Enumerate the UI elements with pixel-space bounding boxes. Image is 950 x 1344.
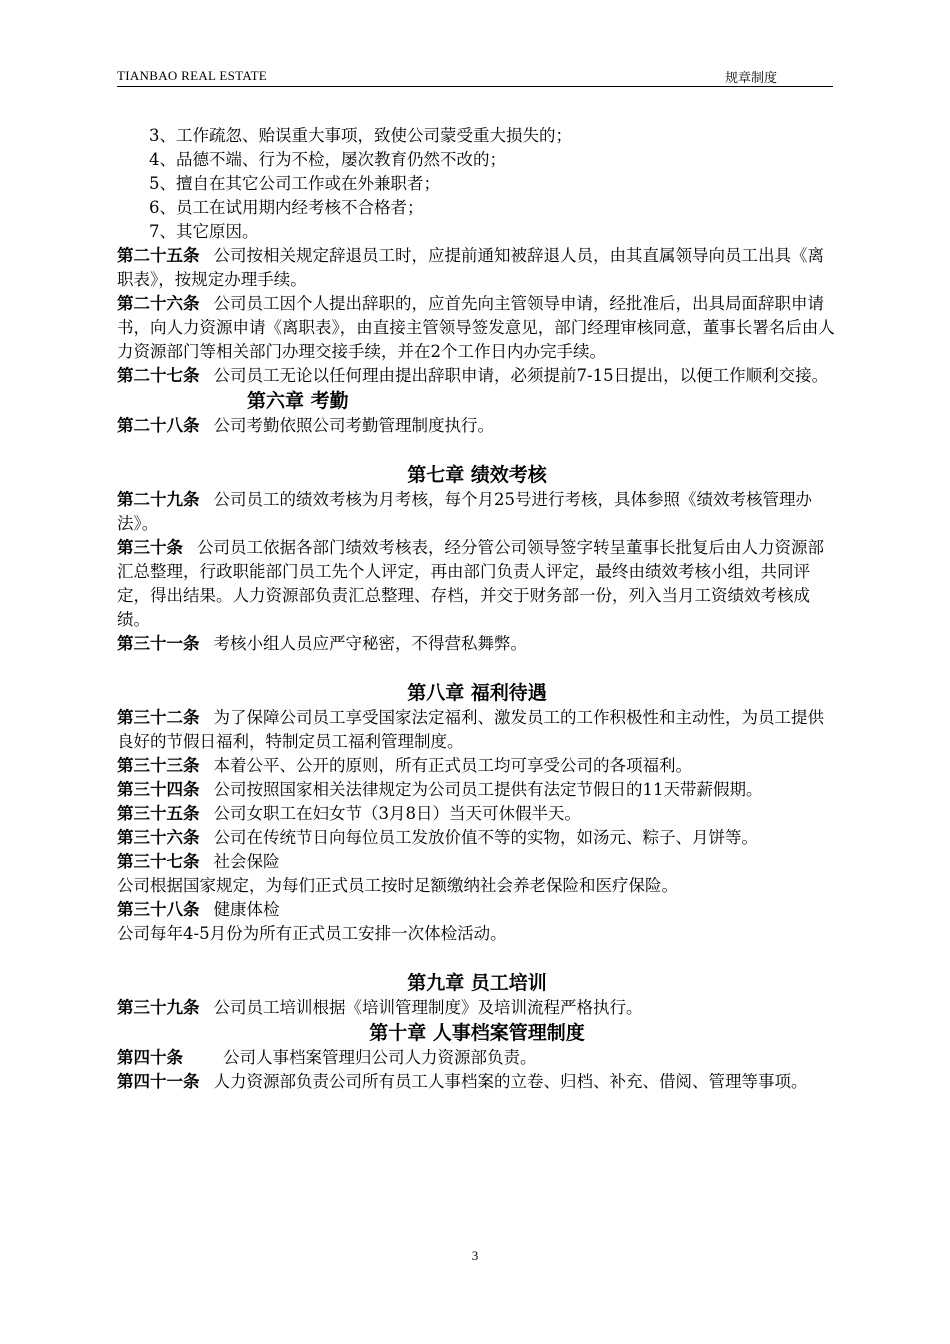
- chapter-8-title: 第八章 福利待遇: [407, 682, 547, 704]
- article-36: [117, 826, 837, 850]
- article-39: [117, 996, 837, 1020]
- article-text: 健康体检: [213, 900, 280, 919]
- spacer: [117, 438, 837, 462]
- article-label: 第三十九条: [117, 998, 200, 1017]
- article-label: 第三十一条: [117, 634, 200, 653]
- article-text: 本着公平、公开的原则，所有正式员工均可享受公司的各项福利。: [213, 756, 692, 775]
- article-label: 第二十五条: [117, 246, 200, 265]
- article-label: 第三十八条: [117, 900, 200, 919]
- article-label: 第二十八条: [117, 416, 200, 435]
- list-item: 7、其它原因。: [149, 222, 259, 241]
- document-body: [117, 124, 837, 1094]
- article-text: 社会保险: [213, 852, 280, 871]
- spacer: [117, 656, 837, 680]
- article-37: [117, 850, 837, 874]
- article-32: [117, 706, 837, 754]
- article-37-body: 公司根据国家规定，为每们正式员工按时足额缴纳社会养老保险和医疗保险。: [117, 876, 678, 895]
- article-text: 公司员工依据各部门绩效考核表，经分管公司领导签字转呈董事长批复后由人力资源部汇总整理，行政职能部门员工先个人评定，再由部门负责人评定，最终由绩效考核小组，共同评定，得出结果。人力资源部负责汇总整理、存档，并交于财务部一份，列入当月工资绩效考核成绩。: [117, 538, 824, 629]
- article-text: 公司在传统节日向每位员工发放价值不等的实物，如汤元、粽子、月饼等。: [213, 828, 758, 847]
- company-name: TIANBAO REAL ESTATE: [117, 68, 268, 83]
- chapter-9-title: 第九章 员工培训: [407, 972, 547, 994]
- article-label: 第二十七条: [117, 366, 200, 385]
- article-label: 第四十一条: [117, 1072, 200, 1091]
- chapter-7-title: 第七章 绩效考核: [407, 464, 547, 486]
- article-label: 第三十六条: [117, 828, 200, 847]
- article-label: 第三十四条: [117, 780, 200, 799]
- article-text: 人力资源部负责公司所有员工人事档案的立卷、归档、补充、借阅、管理等事项。: [213, 1072, 808, 1091]
- article-25: [117, 244, 837, 292]
- article-34: [117, 778, 837, 802]
- spacer: [117, 946, 837, 970]
- article-text: 公司员工无论以任何理由提出辞职申请，必须提前7-15日提出，以便工作顺利交接。: [213, 366, 829, 385]
- article-label: 第二十九条: [117, 490, 200, 509]
- list-item: 3、工作疏忽、贻误重大事项，致使公司蒙受重大损失的；: [149, 126, 572, 145]
- document-category: 规章制度: [724, 71, 777, 86]
- article-label: 第三十条: [117, 538, 183, 557]
- article-label: 第四十条: [117, 1048, 183, 1067]
- article-label: 第三十二条: [117, 708, 200, 727]
- article-41: [117, 1070, 837, 1094]
- article-text: 公司女职工在妇女节（3月8日）当天可休假半天。: [213, 804, 581, 823]
- article-40: [117, 1046, 837, 1070]
- article-text: 公司按相关规定辞退员工时，应提前通知被辞退人员，由其直属领导向员工出具《离职表》，按规定办理手续。: [117, 246, 824, 289]
- article-text: 公司员工培训根据《培训管理制度》及培训流程严格执行。: [213, 998, 643, 1017]
- article-label: 第三十三条: [117, 756, 200, 775]
- page-header: [117, 66, 833, 87]
- list-item: 5、擅自在其它公司工作或在外兼职者；: [149, 174, 440, 193]
- list-item: 6、员工在试用期内经考核不合格者；: [149, 198, 424, 217]
- chapter-10-title: 第十章 人事档案管理制度: [369, 1022, 585, 1044]
- article-text: 考核小组人员应严守秘密，不得营私舞弊。: [213, 634, 527, 653]
- article-31: [117, 632, 837, 656]
- article-27: [117, 364, 837, 388]
- article-26: [117, 292, 837, 364]
- article-text: 公司员工因个人提出辞职的，应首先向主管领导申请，经批准后，出具局面辞职申请书，向人力资源申请《离职表》，由直接主管领导签发意见，部门经理审核同意，董事长署名后由人力资源部门等相关部门办理交接手续，并在2个工作日内办完手续。: [117, 294, 835, 361]
- chapter-6-title: 第六章 考勤: [247, 390, 349, 412]
- article-35: [117, 802, 837, 826]
- article-33: [117, 754, 837, 778]
- article-text: 公司人事档案管理归公司人力资源部负责。: [223, 1048, 537, 1067]
- article-text: 公司按照国家相关法律规定为公司员工提供有法定节假日的11天带薪假期。: [213, 780, 763, 799]
- article-30: [117, 536, 837, 632]
- article-text: 为了保障公司员工享受国家法定福利、激发员工的工作积极性和主动性，为员工提供良好的节假日福利，特制定员工福利管理制度。: [117, 708, 824, 751]
- article-label: 第三十五条: [117, 804, 200, 823]
- page-number: 3: [471, 1248, 479, 1263]
- article-text: 公司员工的绩效考核为月考核，每个月25号进行考核，具体参照《绩效考核管理办法》。: [117, 490, 812, 533]
- article-label: 第三十七条: [117, 852, 200, 871]
- article-label: 第二十六条: [117, 294, 200, 313]
- article-38-body: 公司每年4-5月份为所有正式员工安排一次体检活动。: [117, 924, 507, 943]
- article-29: [117, 488, 837, 536]
- article-text: 公司考勤依照公司考勤管理制度执行。: [213, 416, 494, 435]
- article-38: [117, 898, 837, 922]
- list-item: 4、品德不端、行为不检，屡次教育仍然不改的；: [149, 150, 506, 169]
- article-28: [117, 414, 837, 438]
